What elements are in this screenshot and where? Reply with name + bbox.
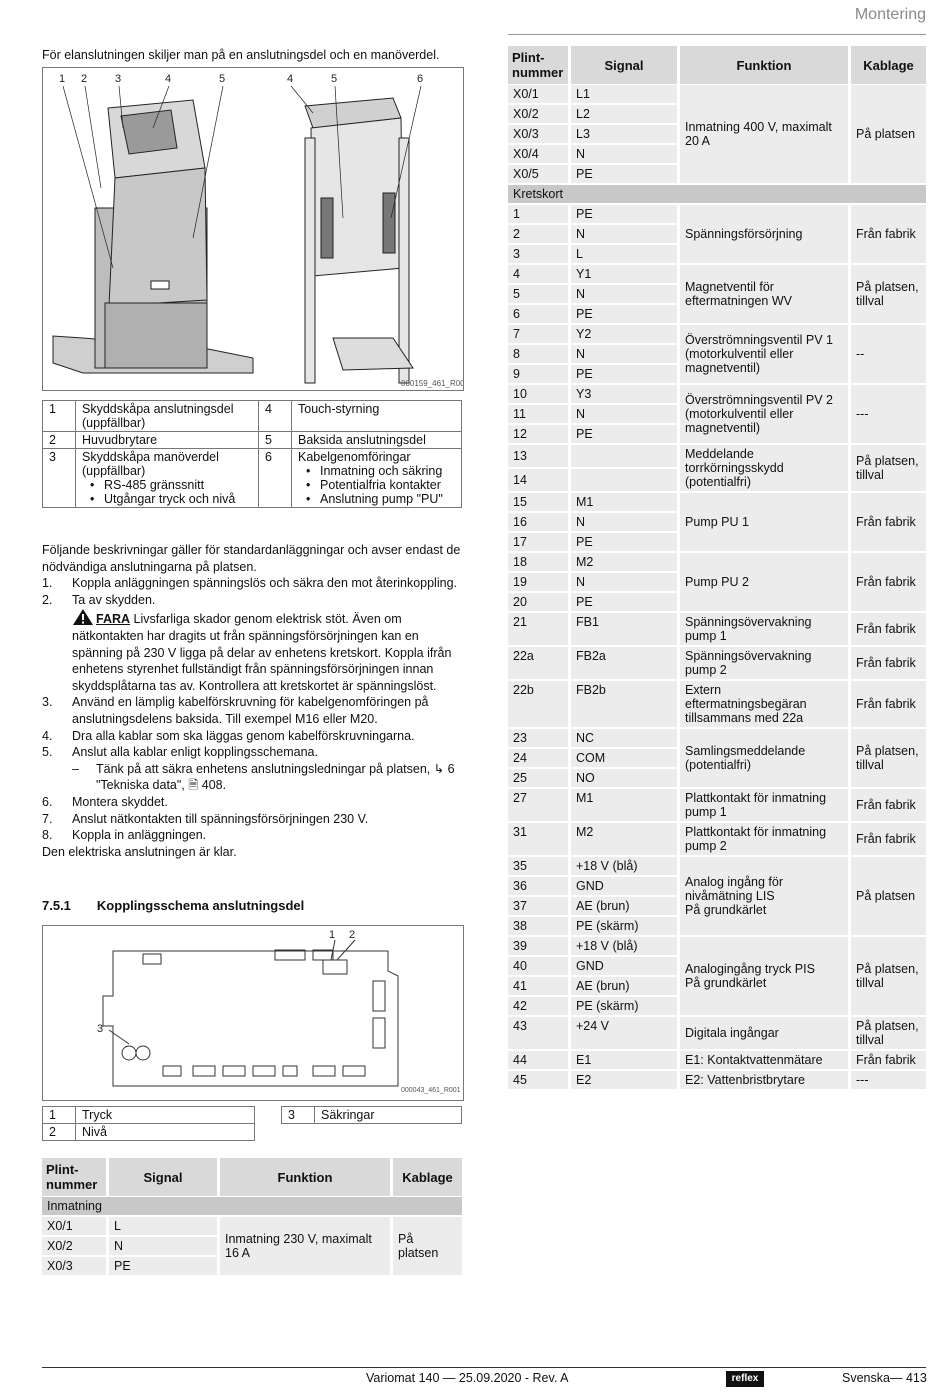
- table-row: [508, 857, 926, 876]
- plint-cell: 27: [508, 789, 568, 822]
- legend-line: Baksida anslutningsdel: [298, 433, 426, 447]
- legend-line: Skyddskåpa anslutningsdel: [82, 402, 234, 416]
- kablage-cell: På platsen, tillval: [851, 445, 926, 492]
- step-number: 7.: [42, 811, 53, 826]
- signal-cell: Y2: [571, 325, 677, 344]
- plint-cell: 7: [508, 325, 568, 344]
- signal-cell: PE (skärm): [571, 997, 677, 1016]
- plint-cell: 5: [508, 285, 568, 304]
- warning-triangle-icon: [72, 608, 94, 626]
- plint-cell: X0/1: [508, 85, 568, 104]
- signal-cell: PE (skärm): [571, 917, 677, 936]
- legend-text: Tryck: [76, 1107, 255, 1124]
- danger-warning: [42, 608, 462, 694]
- section-heading: 7.5.1 Kopplingsschema anslutningsdel: [42, 898, 305, 913]
- wiring-diagram: [43, 926, 463, 1100]
- table-row: [508, 553, 926, 572]
- signal-cell: N: [571, 405, 677, 424]
- figure1-callout: 2: [81, 73, 88, 85]
- legend-line: (uppfällbar): [82, 464, 146, 478]
- kablage-cell: På platsen, tillval: [851, 265, 926, 324]
- legend-text: [292, 432, 462, 449]
- signal-cell: PE: [571, 365, 677, 384]
- plint-cell: 14: [508, 469, 568, 492]
- header-divider: [508, 34, 926, 35]
- plint-cell: 11: [508, 405, 568, 424]
- funktion-cell: Samlingsmeddelande (potentialfri): [680, 729, 848, 788]
- sub-step: – Tänk på att säkra enhetens anslutningsledningar på platsen, ↳ 6 "Tekniska data", 🗎 408.: [72, 761, 455, 793]
- legend-text: Säkringar: [315, 1107, 462, 1124]
- figure1-callout: 6: [417, 73, 424, 85]
- plint-cell: X0/2: [42, 1237, 106, 1256]
- plint-cell: 22a: [508, 647, 568, 680]
- closing-text: Den elektriska anslutningen är klar.: [42, 844, 237, 859]
- kablage-cell: Från fabrik: [851, 681, 926, 728]
- plint-cell: 31: [508, 823, 568, 856]
- funktion-cell: Magnetventil för eftermatningen WV: [680, 265, 848, 324]
- wiring-diagram-figure: [42, 925, 464, 1101]
- footer-divider: [42, 1367, 926, 1368]
- legend-row: [43, 432, 462, 449]
- legend-gap: [255, 1124, 282, 1141]
- signal-cell: L: [571, 245, 677, 264]
- signal-cell: PE: [571, 533, 677, 552]
- section-label: Kretskort: [508, 185, 926, 204]
- figure2-callout-3: 3: [97, 1023, 104, 1035]
- kablage-cell: Från fabrik: [851, 823, 926, 856]
- signal-cell: L3: [571, 125, 677, 144]
- table-row: [508, 613, 926, 646]
- kablage-cell: Från fabrik: [851, 789, 926, 822]
- signal-cell: FB2b: [571, 681, 677, 728]
- kablage-cell: På platsen: [851, 857, 926, 936]
- kablage-cell: Från fabrik: [851, 493, 926, 552]
- kablage-cell: På platsen, tillval: [851, 937, 926, 1016]
- legend-text: [76, 449, 259, 508]
- legend-number: 1: [43, 1107, 76, 1124]
- plint-cell: 15: [508, 493, 568, 512]
- col-funktion: Funktion: [680, 46, 848, 84]
- signal-cell: GND: [571, 957, 677, 976]
- table-row: [508, 325, 926, 344]
- plint-cell: 45: [508, 1071, 568, 1090]
- kablage-cell: Från fabrik: [851, 647, 926, 680]
- plint-cell: X0/1: [42, 1217, 106, 1236]
- funktion-cell: Plattkontakt för inmatning pump 1: [680, 789, 848, 822]
- funktion-cell: Analogingång tryck PIS På grundkärlet: [680, 937, 848, 1016]
- col-signal: Signal: [109, 1158, 217, 1196]
- legend-text: [315, 1124, 462, 1141]
- plint-cell: 22b: [508, 681, 568, 728]
- funktion-cell: Överströmningsventil PV 1 (motorkulventil eller magnetventil): [680, 325, 848, 384]
- plint-cell: 19: [508, 573, 568, 592]
- funktion-cell: E1: Kontaktvattenmätare: [680, 1051, 848, 1070]
- warning-text: Livsfarliga skador genom elektrisk stöt. Även om nätkontakten har dragits ut från spänningsförsörjningen kan en spänning på 230 V ligga på delar av enhetens kretskort. Koppla ifrån enhetens styrenhet fullständigt från spänningsförsörjningen innan skyddsplåtarna tas av. Kontrollera att kretskortet är spänningslöst.: [72, 612, 452, 693]
- step-item: [42, 811, 462, 828]
- legend-gap: [255, 1107, 282, 1124]
- plint-cell: 37: [508, 897, 568, 916]
- kablage-cell: Från fabrik: [851, 205, 926, 264]
- device-figure: [42, 67, 464, 391]
- section-label: Inmatning: [42, 1197, 462, 1216]
- step-item: [42, 827, 462, 844]
- plint-cell: X0/4: [508, 145, 568, 164]
- legend-line: Kabelgenomföringar: [298, 450, 411, 464]
- kablage-cell: ---: [851, 1071, 926, 1090]
- kablage-cell: ---: [851, 385, 926, 444]
- step-item: [42, 728, 462, 745]
- step-item: [42, 575, 462, 592]
- table-row: [508, 681, 926, 728]
- plint-cell: 20: [508, 593, 568, 612]
- footer-doc: Variomat 140 — 25.09.2020 - Rev. A: [366, 1371, 569, 1385]
- signal-cell: N: [571, 285, 677, 304]
- step-number: 4.: [42, 728, 53, 743]
- plint-cell: 17: [508, 533, 568, 552]
- section-row: [508, 185, 926, 204]
- plint-cell: 41: [508, 977, 568, 996]
- table-row: [508, 1051, 926, 1070]
- signal-cell: NO: [571, 769, 677, 788]
- step-text: Montera skyddet.: [72, 794, 168, 809]
- signal-cell: L1: [571, 85, 677, 104]
- plint-cell: 25: [508, 769, 568, 788]
- kablage-cell: Från fabrik: [851, 553, 926, 612]
- table-row: [508, 385, 926, 404]
- signal-cell: COM: [571, 749, 677, 768]
- plint-cell: 39: [508, 937, 568, 956]
- plint-cell: 44: [508, 1051, 568, 1070]
- footer-language: Svenska: [842, 1371, 890, 1385]
- signal-cell: M1: [571, 493, 677, 512]
- legend-line: (uppfällbar): [82, 416, 146, 430]
- signal-cell: Y3: [571, 385, 677, 404]
- signal-cell: AE (brun): [571, 977, 677, 996]
- kablage-cell: På platsen, tillval: [851, 729, 926, 788]
- funktion-cell: Inmatning 400 V, maximalt 20 A: [680, 85, 848, 184]
- funktion-cell: Spänningsövervakning pump 2: [680, 647, 848, 680]
- plint-cell: 18: [508, 553, 568, 572]
- legend-number: 6: [259, 449, 292, 508]
- table-row: [508, 1017, 926, 1050]
- plint-cell: X0/5: [508, 165, 568, 184]
- plint-cell: 24: [508, 749, 568, 768]
- signal-cell: N: [571, 573, 677, 592]
- signal-cell: PE: [571, 165, 677, 184]
- legend-bullet: • Potentialfria kontakter: [298, 478, 455, 492]
- funktion-cell: Pump PU 2: [680, 553, 848, 612]
- instructions-intro: Följande beskrivningar gäller för standardanläggningar och avser endast de nödvändiga anslutningarna på platsen.: [42, 543, 461, 574]
- signal-cell: E1: [571, 1051, 677, 1070]
- signal-cell: PE: [571, 593, 677, 612]
- plint-cell: 16: [508, 513, 568, 532]
- plint-cell: 38: [508, 917, 568, 936]
- kablage-cell: --: [851, 325, 926, 384]
- funktion-cell: Överströmningsventil PV 2 (motorkulventil eller magnetventil): [680, 385, 848, 444]
- signal-cell: GND: [571, 877, 677, 896]
- table-row: [508, 729, 926, 748]
- section-header: Montering: [854, 6, 926, 23]
- signal-cell: Y1: [571, 265, 677, 284]
- col-kablage: Kablage: [851, 46, 926, 84]
- figure1-legend: [42, 400, 462, 508]
- funktion-cell: Pump PU 1: [680, 493, 848, 552]
- signal-cell: PE: [571, 205, 677, 224]
- funktion-cell: Digitala ingångar: [680, 1017, 848, 1050]
- plint-cell: 8: [508, 345, 568, 364]
- legend-bullet: • Utgångar tryck och nivå: [82, 492, 252, 506]
- legend-text: [76, 401, 259, 432]
- funktion-cell: Extern eftermatningsbegäran tillsammans med 22a: [680, 681, 848, 728]
- step-text: Koppla in anläggningen.: [72, 828, 207, 843]
- table-row: [508, 647, 926, 680]
- section-row: [42, 1197, 462, 1216]
- step-number: 2.: [42, 592, 53, 607]
- signal-cell: L: [109, 1217, 217, 1236]
- terminal-table-main: [505, 45, 929, 1091]
- kablage-cell: På platsen, tillval: [851, 1017, 926, 1050]
- funktion-cell: Spänningsövervakning pump 1: [680, 613, 848, 646]
- signal-cell: +18 V (blå): [571, 937, 677, 956]
- step-item: [42, 592, 462, 609]
- signal-cell: N: [571, 145, 677, 164]
- figure1-callout: 1: [59, 73, 66, 85]
- signal-cell: +18 V (blå): [571, 857, 677, 876]
- legend-bullet: • Anslutning pump "PU": [298, 492, 455, 506]
- signal-cell: M2: [571, 823, 677, 856]
- legend-row: [43, 1124, 462, 1141]
- legend-line: Touch-styrning: [298, 402, 380, 416]
- legend-bullet: • Inmatning och säkring: [298, 464, 455, 478]
- step-text: Anslut alla kablar enligt kopplingsschemana.: [72, 745, 318, 760]
- signal-cell: PE: [571, 305, 677, 324]
- terminal-table-230v: [39, 1157, 465, 1277]
- figure1-callout: 5: [331, 73, 338, 85]
- plint-cell: 12: [508, 425, 568, 444]
- legend-number: 2: [43, 432, 76, 449]
- step-number: 5.: [42, 745, 53, 760]
- legend-number: 5: [259, 432, 292, 449]
- signal-cell: [571, 469, 677, 492]
- signal-cell: N: [571, 345, 677, 364]
- step-text: Koppla anläggningen spänningslös och säkra den mot återinkoppling.: [72, 576, 457, 591]
- step-item: [42, 694, 462, 727]
- kablage-cell: På platsen: [851, 85, 926, 184]
- table-row: [508, 493, 926, 512]
- warning-label: FARA: [96, 612, 131, 627]
- device-illustration: [43, 68, 463, 390]
- col-plint: Plint- nummer: [42, 1158, 106, 1196]
- signal-cell: PE: [571, 425, 677, 444]
- signal-cell: PE: [109, 1257, 217, 1276]
- plint-cell: X0/3: [42, 1257, 106, 1276]
- figure1-callout: 5: [219, 73, 226, 85]
- plint-cell: 10: [508, 385, 568, 404]
- legend-number: 3: [43, 449, 76, 508]
- signal-cell: NC: [571, 729, 677, 748]
- legend-number: 2: [43, 1124, 76, 1141]
- plint-cell: 23: [508, 729, 568, 748]
- legend-text: Nivå: [76, 1124, 255, 1141]
- table-row: [508, 445, 926, 468]
- signal-cell: M2: [571, 553, 677, 572]
- plint-cell: 4: [508, 265, 568, 284]
- legend-text: [292, 401, 462, 432]
- plint-cell: 36: [508, 877, 568, 896]
- step-text: Ta av skydden.: [72, 592, 156, 607]
- table-row: [508, 1071, 926, 1090]
- plint-cell: 13: [508, 445, 568, 468]
- legend-text: [76, 432, 259, 449]
- legend-row: [43, 401, 462, 432]
- plint-cell: 43: [508, 1017, 568, 1050]
- table-row: [508, 265, 926, 284]
- step-text: Använd en lämplig kabelförskruvning för kabelgenomföringen på anslutningsdelens baksida. Till exempel M16 eller M20.: [72, 695, 429, 726]
- table-row: [508, 85, 926, 104]
- legend-number: 1: [43, 401, 76, 432]
- step-number: 3.: [42, 695, 53, 710]
- funktion-cell: Inmatning 230 V, maximalt 16 A: [220, 1217, 390, 1276]
- figure1-callout: 3: [115, 73, 122, 85]
- funktion-cell: Analog ingång för nivåmätning LIS På grundkärlet: [680, 857, 848, 936]
- funktion-cell: E2: Vattenbristbrytare: [680, 1071, 848, 1090]
- funktion-cell: Meddelande torrkörningsskydd (potentialfri): [680, 445, 848, 492]
- plint-cell: 6: [508, 305, 568, 324]
- step-number: 6.: [42, 794, 53, 809]
- kablage-cell: Från fabrik: [851, 1051, 926, 1070]
- signal-cell: [571, 445, 677, 468]
- legend-row: [43, 449, 462, 508]
- figure2-callout-1: 1: [329, 929, 336, 941]
- step-number: 1.: [42, 576, 53, 591]
- figure2-caption: 000043_461_R001: [401, 1087, 461, 1094]
- signal-cell: N: [571, 225, 677, 244]
- figure2-legend: [42, 1106, 462, 1141]
- step-item: [42, 744, 462, 761]
- funktion-cell: Spänningsförsörjning: [680, 205, 848, 264]
- figure1-callout: 4: [287, 73, 294, 85]
- plint-cell: 21: [508, 613, 568, 646]
- table-row: [42, 1217, 462, 1236]
- kablage-cell: Från fabrik: [851, 613, 926, 646]
- figure1-callout: 4: [165, 73, 172, 85]
- page-number: — 413: [890, 1371, 927, 1385]
- signal-cell: E2: [571, 1071, 677, 1090]
- signal-cell: FB2a: [571, 647, 677, 680]
- table-row: [508, 937, 926, 956]
- col-kablage: Kablage: [393, 1158, 462, 1196]
- legend-number: [282, 1124, 315, 1141]
- table-row: [508, 823, 926, 856]
- step-text: Dra alla kablar som ska läggas genom kabelförskruvningarna.: [72, 728, 415, 743]
- plint-cell: 40: [508, 957, 568, 976]
- kablage-cell: På platsen: [393, 1217, 462, 1276]
- signal-cell: N: [109, 1237, 217, 1256]
- plint-cell: 2: [508, 225, 568, 244]
- step-number: 8.: [42, 828, 53, 843]
- signal-cell: AE (brun): [571, 897, 677, 916]
- figure1-caption: 000159_461_R001: [401, 379, 463, 388]
- col-plint: Plint- nummer: [508, 46, 568, 84]
- legend-number: 4: [259, 401, 292, 432]
- plint-cell: 3: [508, 245, 568, 264]
- instructions: [42, 542, 462, 860]
- figure2-callout-2: 2: [349, 929, 356, 941]
- col-signal: Signal: [571, 46, 677, 84]
- signal-cell: M1: [571, 789, 677, 822]
- signal-cell: L2: [571, 105, 677, 124]
- step-text: Anslut nätkontakten till spänningsförsörjningen 230 V.: [72, 811, 369, 826]
- intro-text: För elanslutningen skiljer man på en anslutningsdel och en manöverdel.: [42, 48, 440, 62]
- legend-line: Skyddskåpa manöverdel: [82, 450, 219, 464]
- signal-cell: N: [571, 513, 677, 532]
- legend-number: 3: [282, 1107, 315, 1124]
- signal-cell: +24 V: [571, 1017, 677, 1050]
- reflex-logo: reflex: [726, 1371, 764, 1387]
- legend-bullet: • RS-485 gränssnitt: [82, 478, 252, 492]
- plint-cell: 9: [508, 365, 568, 384]
- table-row: [508, 789, 926, 822]
- legend-text: [292, 449, 462, 508]
- funktion-cell: Plattkontakt för inmatning pump 2: [680, 823, 848, 856]
- legend-line: Huvudbrytare: [82, 433, 158, 447]
- step-item: [42, 794, 462, 811]
- table-row: [508, 205, 926, 224]
- plint-cell: X0/3: [508, 125, 568, 144]
- signal-cell: FB1: [571, 613, 677, 646]
- plint-cell: 35: [508, 857, 568, 876]
- legend-row: [43, 1107, 462, 1124]
- col-funktion: Funktion: [220, 1158, 390, 1196]
- plint-cell: 1: [508, 205, 568, 224]
- plint-cell: 42: [508, 997, 568, 1016]
- plint-cell: X0/2: [508, 105, 568, 124]
